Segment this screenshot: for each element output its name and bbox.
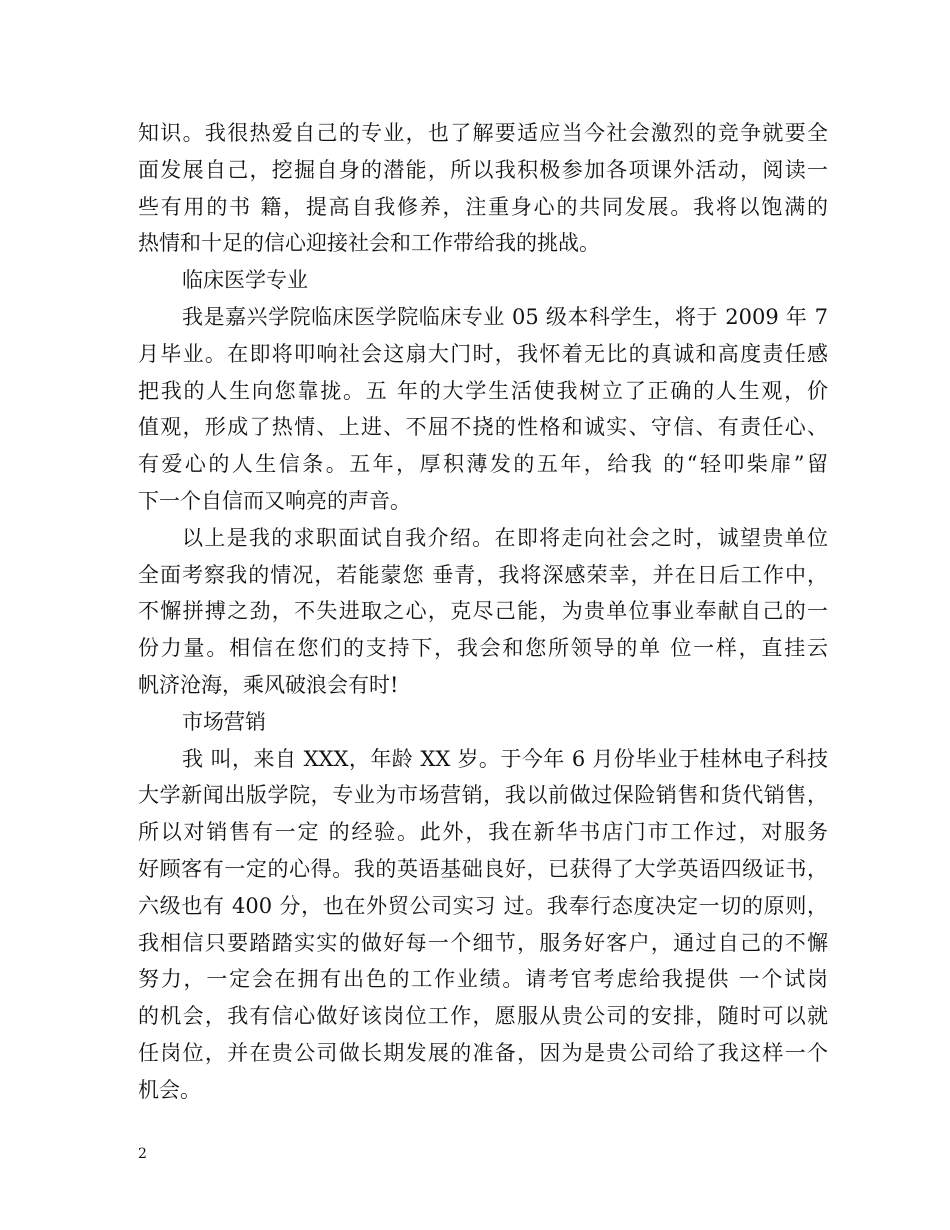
text-line: 下一个自信而又响亮的声音。 bbox=[138, 488, 411, 513]
text-line: 任岗位，并在贵公司做长期发展的准备，因为是贵公司给了我这样一个 bbox=[138, 1040, 828, 1065]
text-line: 知识。我很热爱自己的专业，也了解要适应当今社会激烈的竞争就要全 bbox=[138, 121, 828, 145]
text-line: 些有用的书 籍，提高自我修养，注重身心的共同发展。我将以饱满的 bbox=[138, 194, 828, 219]
text-line: 机会。 bbox=[138, 1077, 201, 1102]
paragraph-start-line: 市场营销 bbox=[182, 709, 266, 734]
text-line: 努力，一定会在拥有出色的工作业绩。请考官考虑给我提供 一个试岗 bbox=[138, 967, 828, 992]
text-line: 把我的人生向您靠拢。五 年的大学生活使我树立了正确的人生观，价 bbox=[138, 378, 828, 403]
text-line: 全面考察我的情况，若能蒙您 垂青，我将深感荣幸，并在日后工作中， bbox=[138, 562, 828, 587]
text-line: 值观，形成了热情、上进、不屈不挠的性格和诚实、守信、有责任心、 bbox=[138, 415, 828, 440]
text-line: 的机会，我有信心做好该岗位工作，愿服从贵公司的安排，随时可以就 bbox=[138, 1004, 828, 1029]
paragraph-start-line: 我是嘉兴学院临床医学院临床专业 05 级本科学生，将于 2009 年 7 bbox=[182, 304, 828, 329]
paragraph-start-line: 我 叫，来自 XXX，年龄 XX 岁。于今年 6 月份毕业于桂林电子科技 bbox=[182, 746, 828, 771]
text-line: 所以对销售有一定 的经验。此外，我在新华书店门市工作过，对服务 bbox=[138, 820, 828, 845]
paragraph-start-line: 临床医学专业 bbox=[182, 268, 308, 293]
page-number: 2 bbox=[138, 1146, 147, 1162]
text-line: 不懈拼搏之劲，不失进取之心，克尽己能，为贵单位事业奉献自己的一 bbox=[138, 599, 828, 624]
text-line: 大学新闻出版学院，专业为市场营销，我以前做过保险销售和货代销售， bbox=[138, 783, 828, 808]
text-line: 热情和十足的信心迎接社会和工作带给我的挑战。 bbox=[138, 231, 600, 256]
text-line: 月毕业。在即将叩响社会这扇大门时，我怀着无比的真诚和高度责任感 bbox=[138, 341, 828, 366]
text-line: 六级也有 400 分，也在外贸公司实习 过。我奉行态度决定一切的原则， bbox=[138, 893, 828, 918]
paragraph-start-line: 以上是我的求职面试自我介绍。在即将走向社会之时，诚望贵单位 bbox=[182, 525, 828, 550]
document-body bbox=[138, 115, 828, 1109]
text-line: 份力量。相信在您们的支持下，我会和您所领导的单 位一样，直挂云 bbox=[138, 636, 828, 661]
text-line: 有爱心的人生信条。五年，厚积薄发的五年，给我 的“轻叩柴扉”留 bbox=[138, 452, 828, 477]
text-line: 帆济沧海，乘风破浪会有时! bbox=[138, 672, 399, 697]
text-line: 面发展自己，挖掘自身的潜能，所以我积极参加各项课外活动，阅读一 bbox=[138, 157, 828, 182]
text-line: 好顾客有一定的心得。我的英语基础良好，已获得了大学英语四级证书， bbox=[138, 856, 828, 881]
text-line: 我相信只要踏踏实实的做好每一个细节，服务好客户，通过自己的不懈 bbox=[138, 930, 828, 955]
